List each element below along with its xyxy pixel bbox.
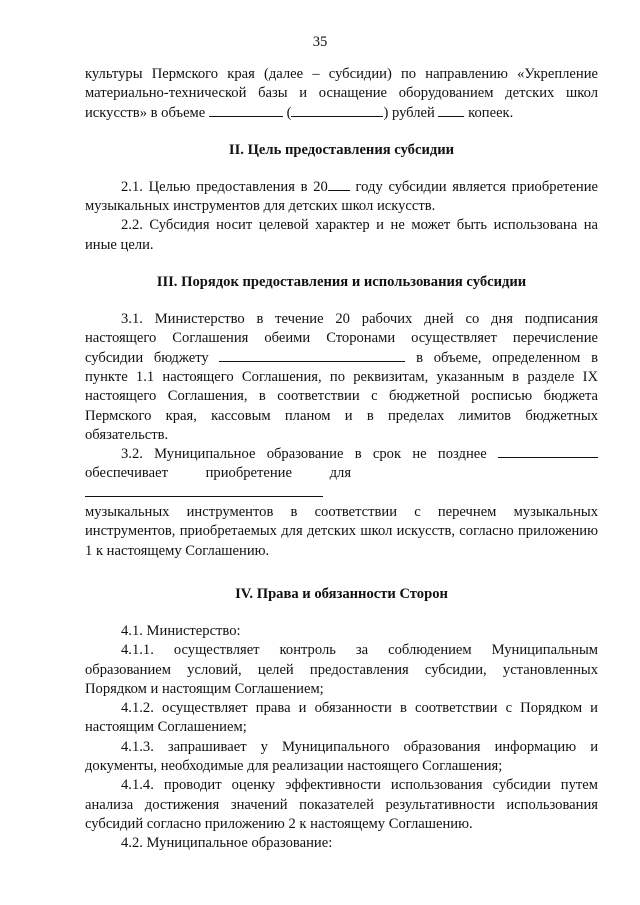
paragraph-2-2: 2.2. Субсидия носит целевой характер и не может быть использована на иные цели. [85, 217, 598, 253]
paragraph-4-1-3: 4.1.3. запрашивает у Муниципального образования информацию и документы, необходимые для реализации настоящего Соглашения; [85, 738, 598, 775]
paragraph-3-1-end: в объеме, определенном в пункте 1.1 настоящего Соглашения, по реквизитам, указанным в разделе IX настоящего Соглашения, в соответствии с бюджетной росписью бюджета Пермского края, кассовым планом и в пределах лимитов бюджетных обязательств. [85, 349, 598, 443]
paragraph-3-2-line-1 [85, 445, 598, 464]
amount-words-open: ( [286, 104, 292, 121]
amount-words-blank [291, 104, 383, 117]
paragraph-2-1-start: 2.1. Целью предоставления в 20 [121, 178, 328, 195]
rubles-label: ) рублей [383, 104, 435, 121]
section-3-title: III. Порядок предоставления и использования субсидии [156, 274, 527, 291]
paragraph-4-1-4: 4.1.4. проводит оценку эффективности использования субсидии путем анализа достижения значений показателей результативности использования субсидий согласно приложению 2 к настоящему Соглашению. [85, 777, 598, 832]
kopeck-label: копеек. [468, 104, 514, 121]
page-number: 35 [312, 34, 328, 50]
paragraph-3-2-mid: обеспечивает приобретение для [85, 465, 352, 482]
paragraph-3-2-end: музыкальных инструментов в соответствии с перечнем музыкальных инструментов, приобретаемых для детских школ искусств, согласно приложению 1 к настоящему Соглашению. [85, 504, 598, 559]
intro-line-1: культуры Пермского края (далее – субсидии) по направлению «Укрепление [85, 66, 598, 82]
deadline-blank [498, 445, 598, 458]
paragraph-3-2 [85, 445, 598, 561]
paragraph-4-1-2: 4.1.2. осуществляет права и обязанности в соответствии с Порядком и настоящим Соглашением; [85, 700, 598, 736]
paragraph-3-2-start: 3.2. Муниципальное образование в срок не позднее [121, 446, 487, 463]
section-2-title: II. Цель предоставления субсидии [228, 141, 455, 158]
year-blank [328, 178, 350, 191]
paragraph-4-1: 4.1. Министерство: [121, 622, 241, 639]
amount-blank [209, 104, 283, 117]
kopeck-blank [438, 104, 464, 117]
paragraph-4-2: 4.2. Муниципальное образование: [121, 835, 333, 852]
intro-line-3 [85, 104, 598, 123]
section-4-title: IV. Права и обязанности Сторон [235, 585, 448, 602]
intro-line-2: материально-технической базы и оснащение оборудованием детских школ [85, 85, 598, 102]
budget-blank [219, 349, 405, 362]
paragraph-3-2-line-2 [85, 464, 598, 503]
intro-paragraph [85, 65, 598, 123]
paragraph-2-1 [85, 178, 598, 217]
document-body [85, 65, 598, 854]
recipient-blank [85, 484, 323, 497]
paragraph-3-1 [85, 310, 598, 445]
paragraph-4-1-1: 4.1.1. осуществляет контроль за соблюдением Муниципальным образованием условий, целей предоставления субсидии, установленных Порядком и настоящим Соглашением; [85, 642, 598, 697]
paragraph-3-1-start: 3.1. Министерство в течение 20 рабочих дней со дня подписания настоящего Соглашения обеими Сторонами осуществляет перечисление субсидии бюджету [85, 311, 598, 366]
paragraph-2-1-end: году субсидии является приобретение музыкальных инструментов для детских школ искусств. [85, 178, 598, 215]
intro-volume-label: искусств» в объеме [85, 104, 206, 121]
